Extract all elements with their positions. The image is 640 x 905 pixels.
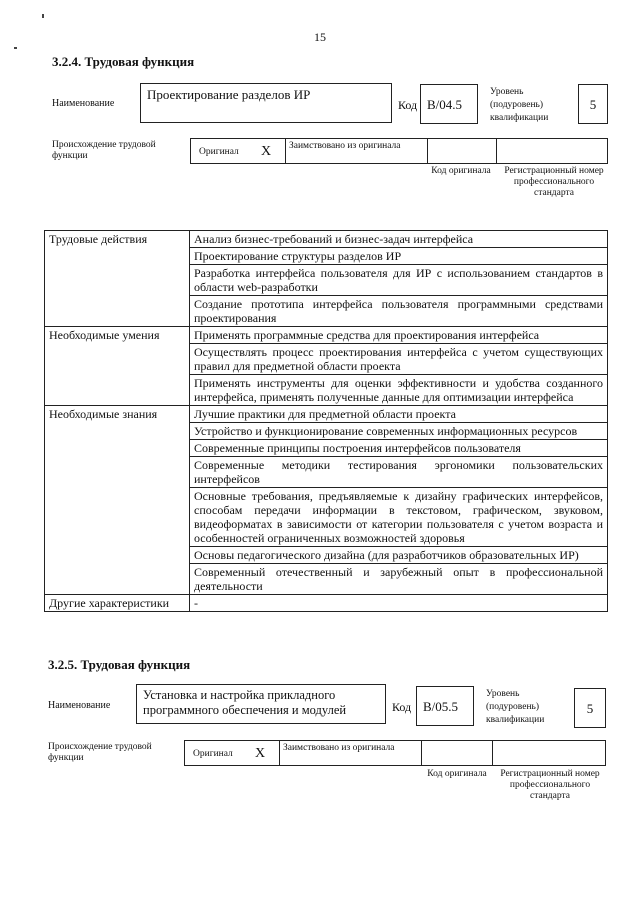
function-table [44, 230, 608, 612]
origin-row [184, 740, 606, 766]
reg-number-cell [492, 740, 606, 766]
level-label: Уровень (подуровень) квалификации [490, 87, 549, 123]
original-mark: X [261, 144, 272, 159]
reg-number-cell [496, 138, 608, 164]
row-item: Современные принципы построения интерфейсов пользователя [190, 440, 608, 457]
name-value: Проектирование разделов ИР [140, 83, 392, 123]
borrowed-cell: Заимствовано из оригинала [285, 138, 428, 164]
original-label: Оригинал [193, 749, 233, 759]
reg-number-label: Регистрационный номер профессионального стандарта [500, 769, 600, 801]
table-row [45, 327, 608, 344]
row-head: Другие характеристики [45, 595, 190, 612]
row-item: Лучшие практики для предметной области проекта [190, 406, 608, 423]
origin-row [190, 138, 608, 164]
row-item: Проектирование структуры разделов ИР [190, 248, 608, 265]
name-label: Наименование [48, 700, 111, 711]
row-item: Современные методики тестирования эргономики пользовательских интерфейсов [190, 457, 608, 488]
table-row [45, 231, 608, 248]
row-item: Анализ бизнес-требований и бизнес-задач интерфейса [190, 231, 608, 248]
row-head: Необходимые знания [45, 406, 190, 595]
row-head: Необходимые умения [45, 327, 190, 406]
scan-mark [14, 47, 17, 49]
original-mark: X [255, 746, 266, 761]
row-item: Устройство и функционирование современных информационных ресурсов [190, 423, 608, 440]
row-item: Создание прототипа интерфейса пользователя программными средствами проектирования [190, 296, 608, 327]
reg-number-label: Регистрационный номер профессионального стандарта [504, 166, 604, 198]
level-label: Уровень (подуровень) квалификации [486, 689, 545, 725]
code-value: В/04.5 [420, 84, 478, 124]
origin-label: Происхождение трудовой функции [52, 140, 156, 161]
page-number: 15 [314, 30, 326, 44]
row-item: Применять инструменты для оценки эффективности и удобства созданного интерфейса, применять полученные данные для оптимизации интерфейса [190, 375, 608, 406]
row-item: Применять программные средства для проектирования интерфейса [190, 327, 608, 344]
code-label: Код [392, 700, 412, 714]
code-value: В/05.5 [416, 686, 474, 726]
code-original-label: Код оригинала [431, 166, 491, 176]
level-value: 5 [578, 84, 608, 124]
original-cell [184, 740, 280, 766]
code-original-label: Код оригинала [427, 769, 487, 779]
section-title-1: 3.2.4. Трудовая функция [52, 54, 195, 69]
table-row [45, 406, 608, 423]
row-item: - [190, 595, 608, 612]
scan-mark [42, 14, 44, 18]
row-item: Основные требования, предъявляемые к дизайну графических интерфейсов, способам передачи информации в текстовом, графическом, звуковом, видеоформатах в зависимости от категории пользователя с учетом возраста и особенностей ограниченных возможностей здоровья [190, 488, 608, 547]
code-original-cell [421, 740, 493, 766]
row-item: Разработка интерфейса пользователя для ИР с использованием стандартов в области web-разработки [190, 265, 608, 296]
row-item: Современный отечественный и зарубежный опыт в профессиональной деятельности [190, 564, 608, 595]
row-item: Основы педагогического дизайна (для разработчиков образовательных ИР) [190, 547, 608, 564]
borrowed-cell: Заимствовано из оригинала [279, 740, 422, 766]
code-label: Код [398, 98, 418, 112]
name-label: Наименование [52, 98, 115, 109]
section-title-2: 3.2.5. Трудовая функция [48, 657, 191, 672]
original-label: Оригинал [199, 147, 239, 157]
row-head: Трудовые действия [45, 231, 190, 327]
origin-label: Происхождение трудовой функции [48, 742, 152, 763]
row-item: Осуществлять процесс проектирования интерфейса с учетом существующих правил для предметной области проекта [190, 344, 608, 375]
level-value: 5 [574, 688, 606, 728]
code-original-cell [427, 138, 497, 164]
table-row [45, 595, 608, 612]
original-cell [190, 138, 286, 164]
name-value: Установка и настройка прикладного программного обеспечения и модулей [136, 684, 386, 724]
